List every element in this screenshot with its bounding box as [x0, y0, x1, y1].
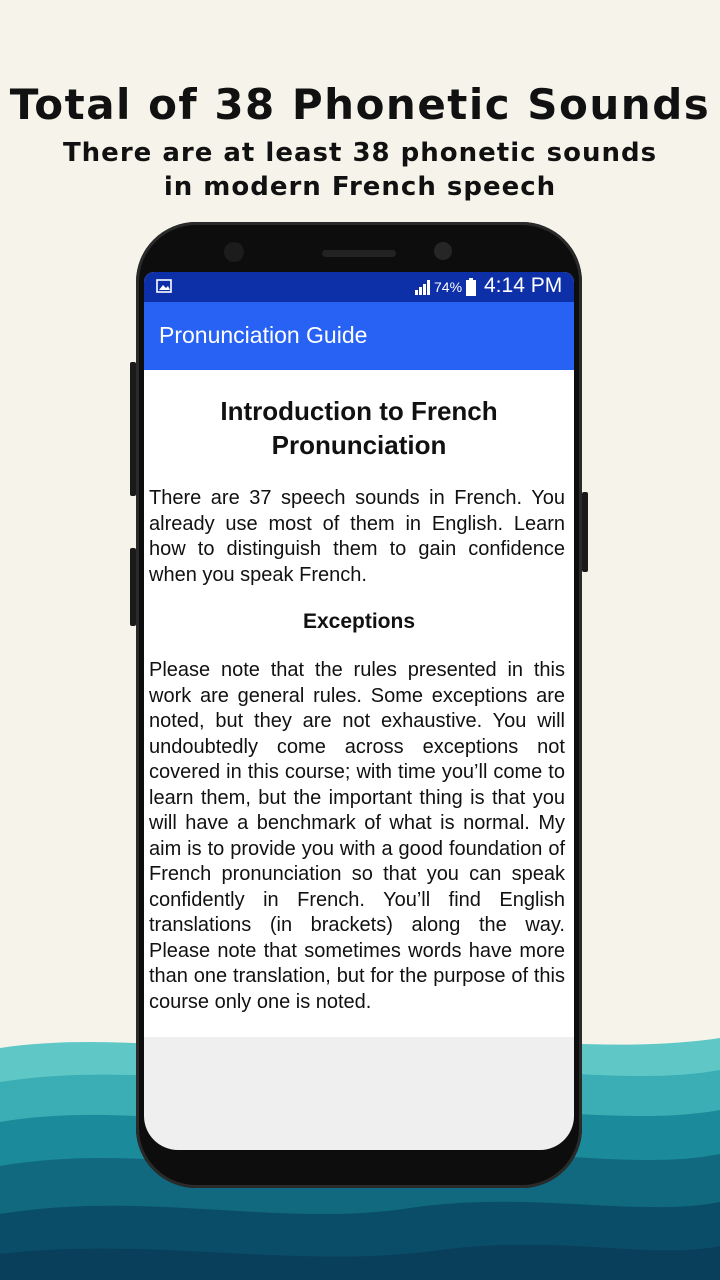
- gallery-icon: [156, 278, 172, 294]
- promo-title: Total of 38 Phonetic Sounds: [9, 80, 711, 129]
- volume-button: [130, 362, 136, 496]
- power-button: [582, 492, 588, 572]
- exceptions-paragraph: Please note that the rules presented in this work are general rules. Some exceptions are noted, but they are not exhaustive. You will undoubtedly come across exceptions not covered in this course; with time you’ll come to learn them, but the important thing is that you will have a benchmark of what is normal. My aim is to provide you with a good foundation of French pronunciation so that you can speak confidently in French. You’ll find English translations (in brackets) along the way. Please note that sometimes words have more than one translation, but for the purpose of this course only one is noted.: [149, 659, 565, 1013]
- intro-heading: Introduction to French Pronunciation: [220, 396, 498, 460]
- promo-subtitle: There are at least 38 phonetic sounds in modern French speech: [62, 138, 658, 202]
- exceptions-heading: Exceptions: [302, 610, 416, 633]
- app-title: Pronunciation Guide: [159, 322, 368, 348]
- status-time: 4:14 PM: [484, 274, 563, 297]
- front-sensor: [224, 242, 244, 262]
- bixby-button: [130, 548, 136, 626]
- earpiece-speaker: [322, 250, 396, 257]
- app-toolbar: [144, 302, 574, 370]
- phone-screen: [144, 272, 574, 1150]
- battery-percent: 74%: [434, 279, 463, 295]
- signal-icon: [414, 279, 432, 295]
- intro-paragraph: There are 37 speech sounds in French. You already use most of them in English. Learn how to distinguish them to gain confidence when you speak French.: [149, 487, 565, 586]
- front-camera: [434, 242, 452, 260]
- phone-frame: [136, 222, 582, 1188]
- battery-icon: [466, 278, 476, 296]
- content-scroll-area[interactable]: [144, 370, 574, 1037]
- status-bar: [144, 272, 574, 302]
